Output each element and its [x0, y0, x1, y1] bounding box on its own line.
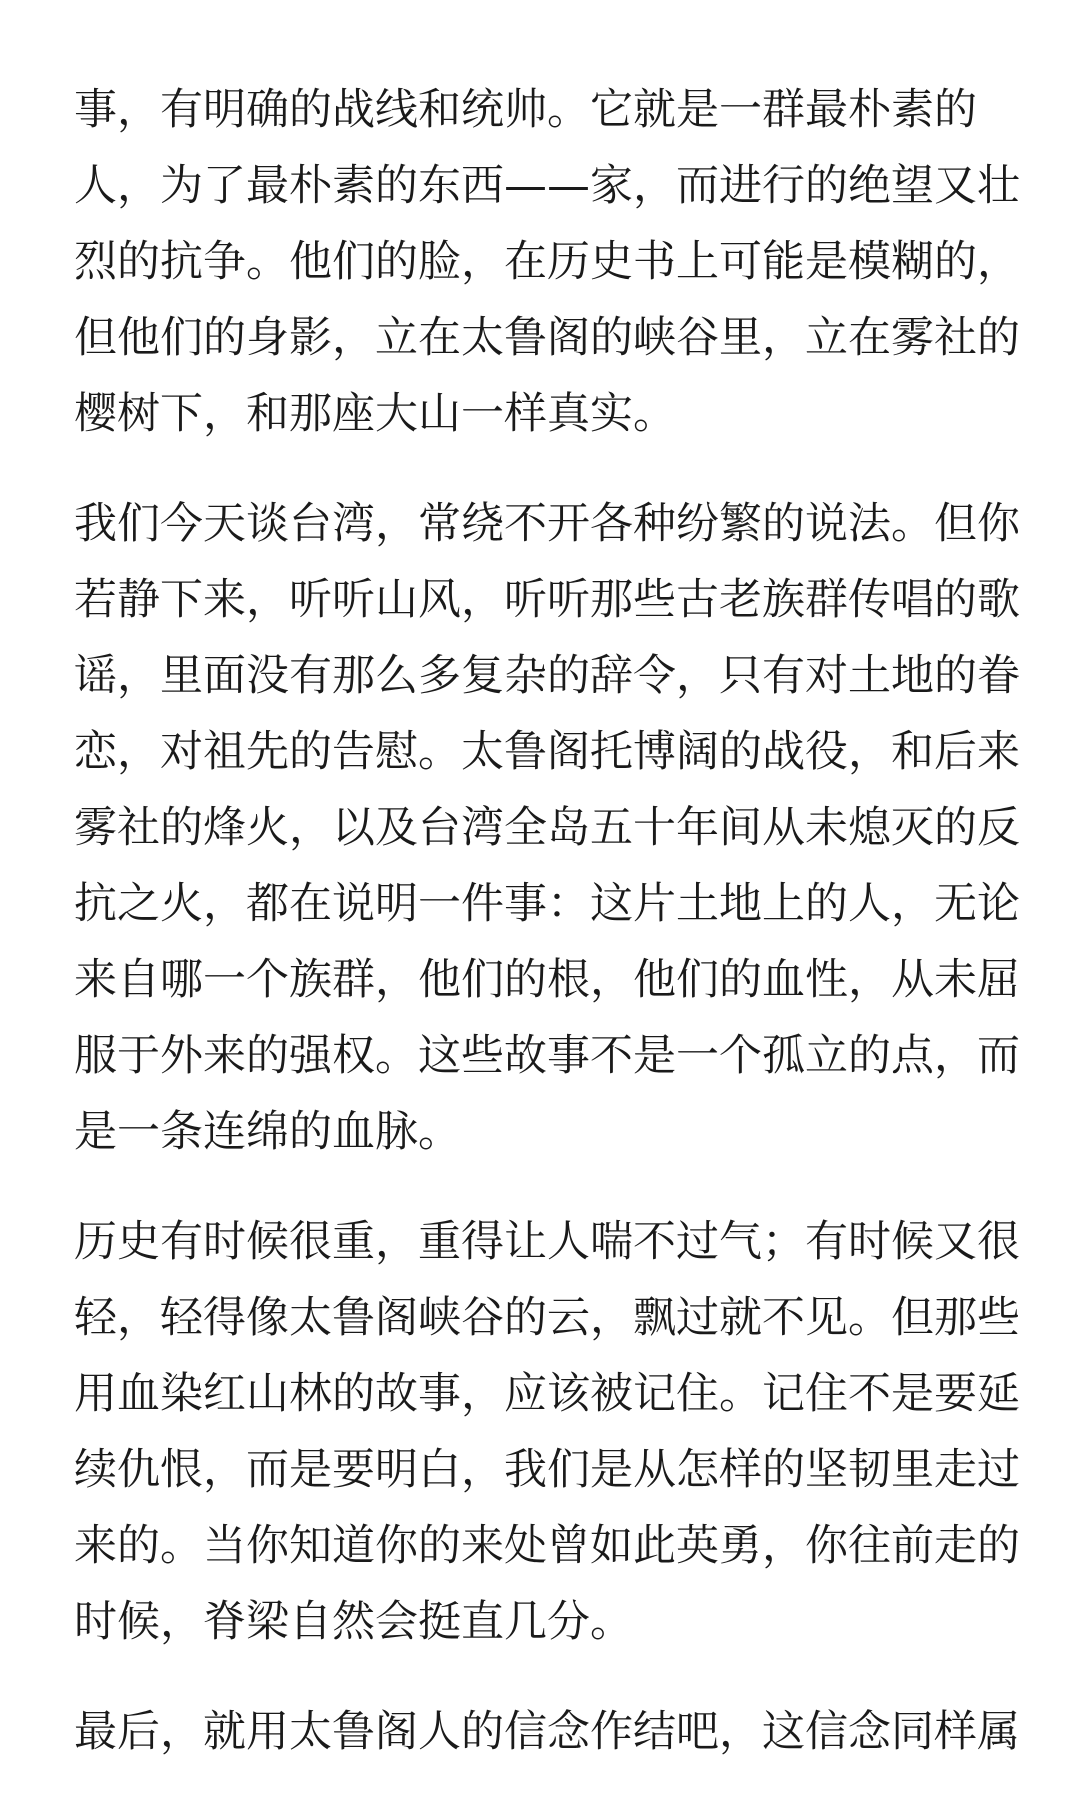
paragraph: 事，有明确的战线和统帅。它就是一群最朴素的人，为了最朴素的东西——家，而进行的绝望又壮烈的抗争。他们的脸，在历史书上可能是模糊的，但他们的身影，立在太鲁阁的峡谷里，立在雾社的樱树下，和那座大山一样真实。 [74, 85, 1020, 439]
paragraph: 最后，就用太鲁阁人的信念作结吧，这信念同样属 [74, 1707, 1020, 1757]
paragraph: 历史有时候很重，重得让人喘不过气；有时候又很轻，轻得像太鲁阁峡谷的云，飘过就不见。但那些用血染红山林的故事，应该被记住。记住不是要延续仇恨，而是要明白，我们是从怎样的坚韧里走过来的。当你知道你的来处曾如此英勇，你往前走的时候，脊梁自然会挺直几分。 [74, 1217, 1020, 1647]
paragraph: 我们今天谈台湾，常绕不开各种纷繁的说法。但你若静下来，听听山风，听听那些古老族群传唱的歌谣，里面没有那么多复杂的辞令，只有对土地的眷恋，对祖先的告慰。太鲁阁托博阔的战役，和后来雾社的烽火，以及台湾全岛五十年间从未熄灭的反抗之火，都在说明一件事：这片土地上的人，无论来自哪一个族群，他们的根，他们的血性，从未屈服于外来的强权。这些故事不是一个孤立的点，而是一条连绵的血脉。 [74, 499, 1020, 1157]
